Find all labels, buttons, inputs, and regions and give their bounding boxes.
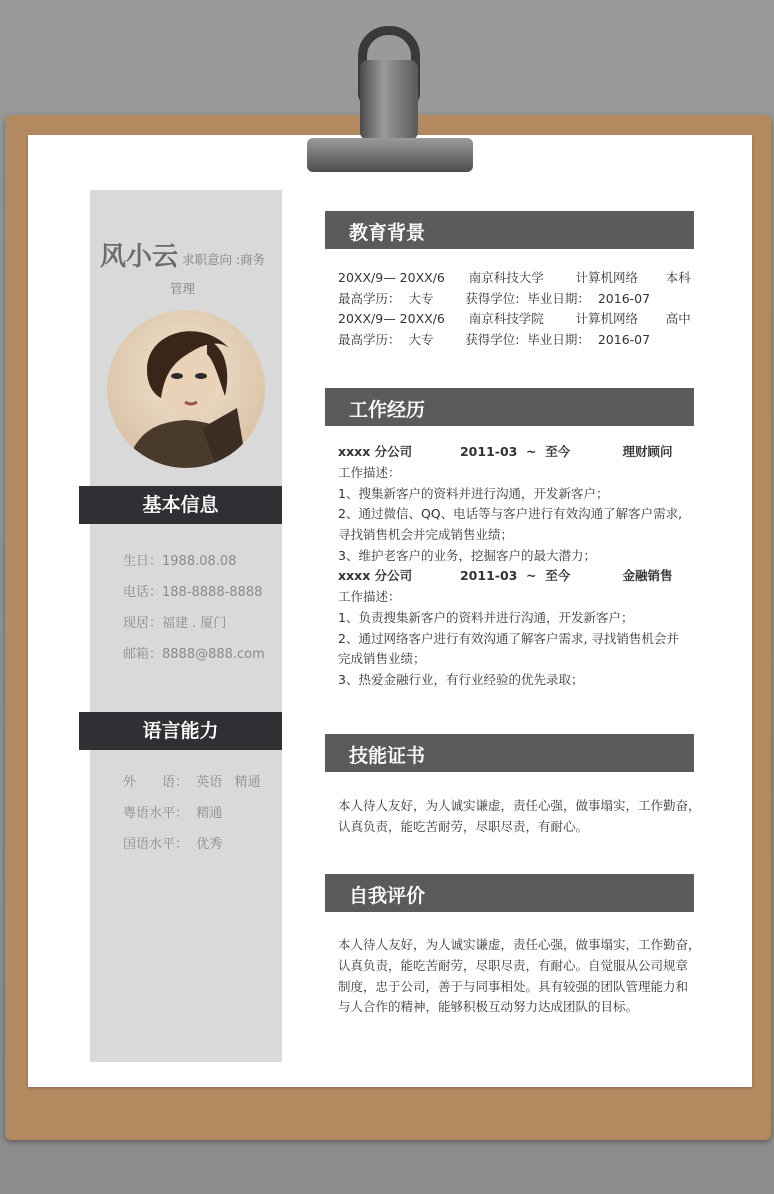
job-description-line: 工作描述： — [338, 465, 401, 480]
self-eval-line: 制度，忠于公司，善于与同事相处。具有较强的团队管理能力和 — [338, 979, 689, 994]
education-title: 教育背景 — [349, 222, 426, 244]
email-info: 邮箱：8888@888.com — [123, 647, 265, 662]
job-description-line: 完成销售业绩； — [338, 651, 426, 666]
job-description-line: 1、搜集新客户的资料并进行沟通，开发新客户； — [338, 486, 609, 501]
education-line: 最高学历： 大专 获得学位: 毕业日期： 2016-07 — [338, 332, 651, 347]
education-line: 20XX/9— 20XX/6 南京科技学院 计算机网络 高中 — [338, 311, 691, 326]
self-eval-line: 与人合作的精神，能够积极互动努力达成团队的目标。 — [338, 999, 639, 1014]
basic-info-header: 基本信息 — [79, 486, 282, 524]
skills-line: 认真负责，能吃苦耐劳，尽职尽责，有耐心。 — [338, 819, 589, 834]
work-title: 工作经历 — [349, 399, 426, 421]
avatar — [107, 310, 265, 468]
job-description-line: 2、通过微信、QQ、电话等与客户进行有效沟通了解客户需求, — [338, 506, 683, 521]
job-description-line: 1、负责搜集新客户的资料并进行沟通，开发新客户； — [338, 610, 634, 625]
job-intent: 求职意向 :商务 — [182, 252, 266, 267]
phone-info: 电话：188-8888-8888 — [123, 585, 263, 600]
residence-info: 现居：福建 . 厦门 — [123, 616, 227, 631]
foreign-language-info: 外 语： 英语 精通 — [123, 775, 261, 790]
language-header: 语言能力 — [79, 712, 282, 750]
cantonese-info: 粤语水平： 精通 — [123, 806, 223, 821]
job-description-line: 3、热爱金融行业，有行业经验的优先录取； — [338, 672, 584, 687]
clip-body — [360, 60, 418, 140]
portrait-image — [107, 310, 265, 468]
job-header: xxxx 分公司 2011-03 ~ 至今 理财顾问 — [338, 444, 673, 459]
candidate-name: 风小云 — [100, 242, 179, 272]
skills-line: 本人待人友好，为人诚实谦虚，责任心强，做事塌实，工作勤奋， — [338, 798, 701, 813]
job-header: xxxx 分公司 2011-03 ~ 至今 金融销售 — [338, 568, 673, 583]
birthday-info: 生日：1988.08.08 — [123, 554, 237, 569]
clip-base — [307, 138, 473, 172]
job-description-line: 2、通过网络客户进行有效沟通了解客户需求, 寻找销售机会并 — [338, 631, 679, 646]
job-intent-continued: 管理 — [170, 281, 196, 296]
job-description-line: 3、维护老客户的业务，挖掘客户的最大潜力； — [338, 548, 596, 563]
mandarin-info: 国语水平： 优秀 — [123, 837, 223, 852]
self-eval-line: 认真负责，能吃苦耐劳，尽职尽责，有耐心。自觉服从公司规章 — [338, 958, 689, 973]
education-line: 20XX/9— 20XX/6 南京科技大学 计算机网络 本科 — [338, 270, 691, 285]
education-line: 最高学历： 大专 获得学位: 毕业日期： 2016-07 — [338, 291, 651, 306]
job-description-line: 寻找销售机会并完成销售业绩； — [338, 527, 514, 542]
self-eval-line: 本人待人友好，为人诚实谦虚，责任心强，做事塌实，工作勤奋， — [338, 937, 701, 952]
self-eval-title: 自我评价 — [349, 885, 426, 907]
job-description-line: 工作描述： — [338, 589, 401, 604]
skills-title: 技能证书 — [349, 745, 426, 767]
